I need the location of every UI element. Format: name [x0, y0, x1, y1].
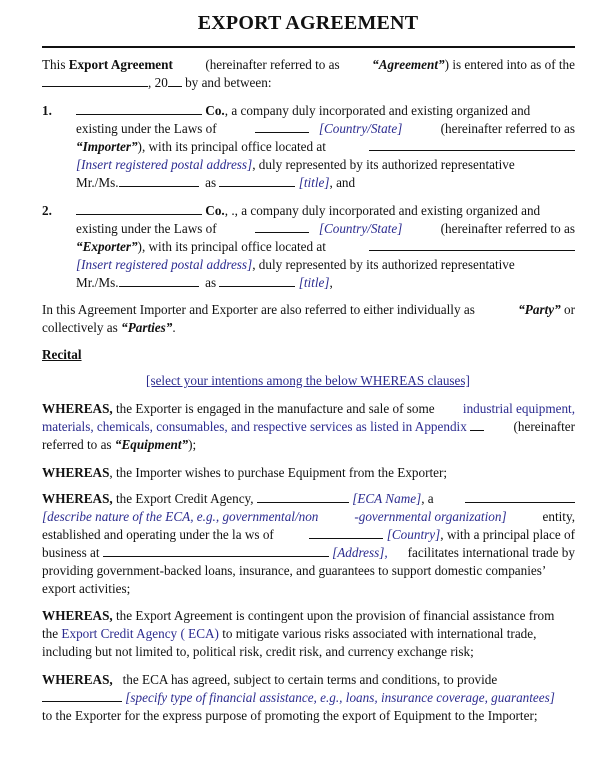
party-2-address-placeholder: [Insert registered postal address] — [76, 257, 253, 272]
party-2-company-blank[interactable] — [76, 202, 202, 215]
eca-country-blank[interactable] — [309, 526, 383, 539]
party-1-country-placeholder: [Country/State] — [318, 121, 403, 136]
agreement-name: Export Agreement — [68, 57, 173, 72]
recital-heading: Recital — [42, 347, 82, 362]
party-1-rep-blank[interactable] — [119, 174, 199, 187]
party-2-number: 2. — [42, 203, 52, 218]
eca-nature-blank[interactable] — [465, 490, 575, 503]
party-1-number: 1. — [42, 103, 52, 118]
intro-paragraph: This Export Agreement (hereinafter referred to as “Agreement”) is entered into as of the , 20 by and between: — [42, 57, 575, 90]
party-1-address-placeholder: [Insert registered postal address] — [76, 157, 253, 172]
party-2-paragraph: Co., ., a company duly incorporated and existing organized and existing under the Laws of [Country/State] (hereinafter referred to as “Exporter”), with its principal office located at [Insert registered postal address], duly represented by its authorized representative Mr./Ms. as [title], — [76, 203, 575, 290]
document-title: EXPORT AGREEMENT — [197, 12, 419, 34]
party-1-company-blank[interactable] — [76, 102, 202, 115]
whereas-clause-2: WHEREAS, the Importer wishes to purchase Equipment from the Exporter; — [42, 465, 448, 480]
eca-reference: Export Credit Agency ( ECA) — [61, 626, 219, 641]
party-2-address-blank[interactable] — [369, 238, 575, 251]
party-1-title-blank[interactable] — [219, 174, 295, 187]
party-2-rep-blank[interactable] — [119, 274, 199, 287]
party-2-country-blank[interactable] — [255, 220, 309, 233]
date-blank[interactable] — [42, 74, 148, 87]
whereas-clause-4: WHEREAS, the Export Agreement is contingent upon the provision of financial assistance from the Export Credit Agency ( ECA) to mitigate various risks associated with international trade, including but not limited to, political risk, credit risk, and currency exchange risk; — [42, 608, 555, 659]
party-2-title-blank[interactable] — [219, 274, 295, 287]
party-1-paragraph: Co., a company duly incorporated and existing organized and existing under the Laws of [Country/State] (hereinafter referred to as “Importer”), with its principal office located at [Insert registered postal address], duly represented by its authorized representative Mr./Ms. as [title], and — [76, 103, 575, 190]
title-rule — [42, 46, 575, 48]
appendix-blank[interactable] — [470, 418, 484, 431]
party-1-country-blank[interactable] — [255, 120, 309, 133]
party-2-country-placeholder: [Country/State] — [318, 221, 403, 236]
party-1-address-blank[interactable] — [369, 138, 575, 151]
party-definition-paragraph: In this Agreement Importer and Exporter are also referred to either individually as “Party” or collectively as “Parties”. — [42, 302, 575, 335]
exporter-label: “Exporter” — [76, 239, 138, 254]
eca-address-blank[interactable] — [103, 544, 329, 557]
importer-label: “Importer” — [76, 139, 138, 154]
recital-instruction-link[interactable]: [select your intentions among the below WHEREAS clauses] — [146, 373, 470, 388]
whereas-clause-3: WHEREAS, the Export Credit Agency, [ECA Name], a [describe nature of the ECA, e.g., governmental/non -governmental organization] entity, established and operating under the la ws of [Country], with a principal place of business at [Address], facilitates international trade by providing government-backed loans, insurance, and guarantees to support domestic companies’ export activities; — [42, 491, 575, 596]
financial-assistance-blank[interactable] — [42, 689, 122, 702]
year-blank[interactable] — [168, 74, 182, 87]
whereas-clause-5: WHEREAS, the ECA has agreed, subject to certain terms and conditions, to provide [specify type of financial assistance, e.g., loans, insurance coverage, guarantees] to the Exporter for the express purpose of promoting the export of Equipment to the Importer; — [42, 672, 555, 723]
whereas-clause-1: WHEREAS, the Exporter is engaged in the manufacture and sale of some industrial equipment, materials, chemicals, consumables, and respective services as listed in Appendix (hereinafter referred to as “Equipment”); — [42, 401, 575, 452]
eca-name-blank[interactable] — [257, 490, 349, 503]
